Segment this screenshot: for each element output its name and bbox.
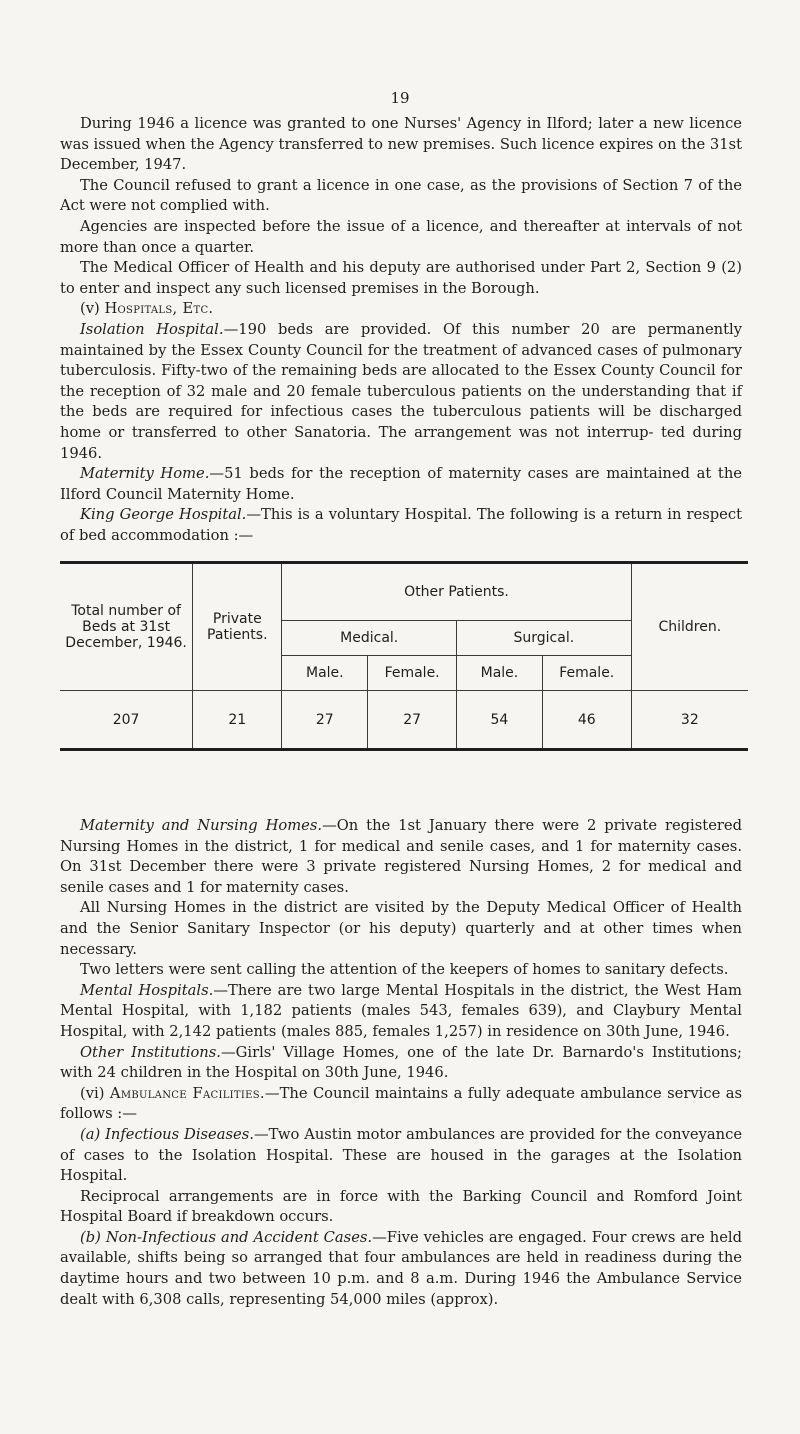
maternity-nursing-text: —On the 1st January there were 2 private registered Nursing Homes in the district, 1 for medical and senile cases, and 1 for maternity cases. On 31st December there were 3 private registered Nursing Homes, 2 for medical and senile cases and 1 for maternity cases. <box>60 817 743 896</box>
paragraph-licence-granted: During 1946 a licence was granted to one Nurses' Agency in Ilford; later a new licence was issued when the Agency transferred to new premises. Such licence expires on the 31st December, 1947. <box>60 115 742 174</box>
isolation-text: —190 beds are provided. Of this number 20 are permanently maintained by the Essex County Council for the treatment of advanced cases of pulmonary tuberculosis. Fifty-two of the remaining beds are allocated to the Essex County Council for the reception of 32 male and 20 female tuberculous patients on the understanding that if the beds are required for infectious cases the tuberculous patients will be discharged home or transferred to other Sanatoria. The arrangement was not interrup- ted during 1946. <box>60 320 742 462</box>
table-row <box>60 691 748 750</box>
value-private-patients: 21 <box>193 691 282 750</box>
king-george-text: —This is a voluntary Hospital. The following is a return in respect of bed accommodation :— <box>60 506 742 544</box>
header-surgical: Surgical. <box>457 621 632 656</box>
paragraph-non-infectious <box>60 1228 742 1310</box>
mental-heading: Mental Hospitals. <box>80 981 214 999</box>
header-private-patients: Private Patients. <box>193 563 282 691</box>
header-medical: Medical. <box>282 621 457 656</box>
section-vi-number: (vi) <box>80 1084 105 1102</box>
other-institutions-text: —Girls' Village Homes, one of the late Dr. Barnardo's Institutions; with 24 children in the Hospital on 30th June, 1946. <box>60 1043 742 1082</box>
isolation-heading: Isolation Hospital. <box>80 320 224 338</box>
header-children: Children. <box>631 563 748 691</box>
value-surgical-male: 54 <box>457 691 543 750</box>
infectious-label: (a) <box>80 1125 101 1143</box>
maternity-home-text: —51 beds for the reception of maternity cases are maintained at the Ilford Council Maternity Home. <box>60 465 742 503</box>
paragraph-letters: Two letters were sent calling the attention of the keepers of homes to sanitary defects. <box>80 961 729 979</box>
value-children: 32 <box>631 691 748 750</box>
header-other-patients: Other Patients. <box>282 563 631 621</box>
section-vi-text: —The Council maintains a fully adequate ambulance service as follows :— <box>60 1084 743 1123</box>
value-medical-female: 27 <box>368 691 457 750</box>
section-v-heading <box>60 299 742 320</box>
other-institutions-heading: Other Institutions. <box>80 1043 221 1061</box>
paragraph-ambulance <box>60 1084 742 1125</box>
paragraph-mental-hospitals <box>60 981 742 1043</box>
value-medical-male: 27 <box>282 691 368 750</box>
page-number: 19 <box>390 89 410 107</box>
header-surgical-female: Female. <box>542 656 631 691</box>
maternity-nursing-heading: Maternity and Nursing Homes. <box>80 817 323 834</box>
paragraph-nursing-visits: All Nursing Homes in the district are visited by the Deputy Medical Officer of Health and the Senior Sanitary Inspector (or his deputy) quarterly and at other times when necessary. <box>60 899 742 958</box>
infectious-heading: Infectious Diseases. <box>105 1125 254 1143</box>
header-medical-female: Female. <box>368 656 457 691</box>
paragraph-agencies-inspected: Agencies are inspected before the issue of a licence, and thereafter at intervals of not more than once a quarter. <box>60 217 742 256</box>
non-infectious-text: —Five vehicles are engaged. Four crews are held available, shifts being so arranged that four ambulances are held in readiness during the daytime hours and two between 10 p.m. and 8 a.m. During 1946 the Ambulance Service dealt with 6,308 calls, representing 54,000 miles (approx). <box>60 1228 743 1308</box>
value-surgical-female: 46 <box>542 691 631 750</box>
infectious-text: —Two Austin motor ambulances are provided for the conveyance of cases to the Isolation Hospital. These are housed in the garages at the Isolation Hospital. <box>60 1125 743 1185</box>
header-total-beds: Total number of Beds at 31st December, 1946. <box>60 563 193 691</box>
maternity-home-heading: Maternity Home. <box>80 465 210 483</box>
non-infectious-heading: Non-Infectious and Accident Cases. <box>105 1228 373 1246</box>
paragraph-medical-officer: The Medical Officer of Health and his deputy are authorised under Part 2, Section 9 (2) to enter and inspect any such licensed premises in the Borough. <box>60 259 742 297</box>
paragraph-licence-refused: The Council refused to grant a licence in one case, as the provisions of Section 7 of the Act were not complied with. <box>60 176 742 215</box>
paragraph-isolation-hospital <box>60 320 742 464</box>
paragraph-maternity-nursing <box>60 816 742 898</box>
value-total-beds: 207 <box>60 691 193 750</box>
paragraph-king-george <box>60 505 742 546</box>
section-v-title: Hospitals, Etc. <box>104 300 214 318</box>
paragraph-other-institutions <box>60 1043 742 1084</box>
king-george-heading: King George Hospital. <box>80 506 247 524</box>
upper-text-block <box>60 114 742 546</box>
header-surgical-male: Male. <box>457 656 543 691</box>
non-infectious-label: (b) <box>80 1228 101 1246</box>
section-v-number: (v) <box>80 300 100 318</box>
paragraph-infectious <box>60 1125 742 1187</box>
bed-accommodation-table <box>60 561 748 751</box>
header-medical-male: Male. <box>282 656 368 691</box>
table-header-row <box>60 563 748 621</box>
paragraph-maternity-home <box>60 464 742 505</box>
mental-text: —There are two large Mental Hospitals in the district, the West Ham Mental Hospital, with 1,182 patients (males 543, females 639), and Claybury Mental Hospital, with 2,142 patients (males 885, females 1,257) in residence on 30th June, 1946. <box>60 981 742 1040</box>
lower-text-block <box>60 816 742 1310</box>
section-vi-heading: Ambulance Facilities. <box>109 1084 265 1102</box>
paragraph-reciprocal: Reciprocal arrangements are in force with the Barking Council and Romford Joint Hospital Board if breakdown occurs. <box>60 1187 742 1226</box>
